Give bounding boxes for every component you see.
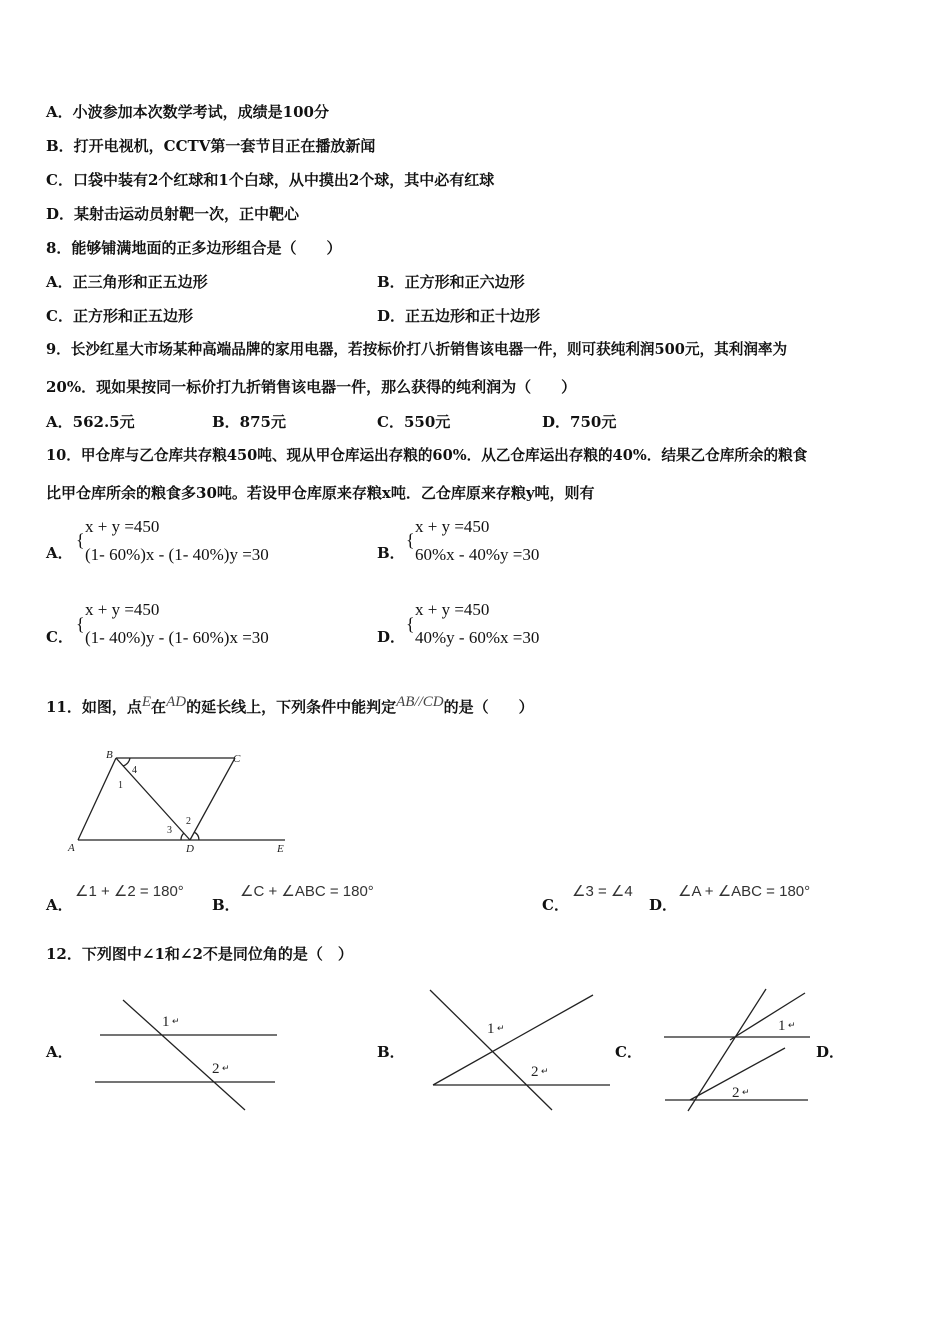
q10-option-a-label: A． [46,544,73,562]
q8-option-d: D．正五边形和正十边形 [377,307,541,325]
q10-option-b-brace: { [406,530,415,550]
q11-option-d-label: D． [649,896,678,914]
q10-stem-line2: 比甲仓库所余的粮食多30吨。若设甲仓库原来存粮x吨．乙仓库原来存粮y吨，则有 [46,484,595,502]
q11-stem-mid1: 在 [151,698,167,716]
q10-option-c-brace: { [76,614,85,634]
q11-stem [46,694,534,718]
q10-stem-line1: 10．甲仓库与乙仓库共存粮450吨、现从甲仓库运出存粮的60%．从乙仓库运出存粮的40%．结果乙仓库所余的粮食 [46,447,808,464]
q11-option-a-label: A． [46,896,73,914]
q11-stem-pre: 11．如图，点 [46,698,142,716]
q7-option-c: C．口袋中装有2个红球和1个白球，从中摸出2个球，其中必有红球 [46,171,495,189]
q11-angle-arc-4 [123,758,130,766]
q7-option-d: D．某射击运动员射靶一次，正中靶心 [46,205,300,223]
q11-option-b-expr: ∠C + ∠ABC = 180° [240,883,374,900]
q12-b-angle-1: 1 [487,1021,495,1037]
q12-b-return-2: ↵ [541,1066,549,1076]
q9-option-a: A．562.5元 [46,413,135,431]
q10-option-c-label: C． [46,628,73,646]
q8-option-c: C．正方形和正五边形 [46,307,193,325]
q11-segment-ad: AD [166,694,187,710]
q11-label-e: E [277,843,284,855]
q11-label-d: D [186,843,194,855]
q11-option-c-expr: ∠3 = ∠4 [572,883,633,900]
q12-option-a-label: A． [46,1043,73,1061]
q12-a-return-1: ↵ [172,1016,180,1026]
q12-stem: 12．下列图中∠1和∠2不是同位角的是（ ） [46,945,353,963]
q8-option-a: A．正三角形和正五边形 [46,273,208,291]
q11-angle-arc-2 [194,832,199,840]
q10-option-d-eq1: x + y =450 [415,600,490,619]
q11-angle-arc-3 [181,833,184,840]
q9-option-b: B．875元 [212,413,286,431]
q11-angle-label-1: 1 [118,780,123,791]
q10-option-d-label: D． [377,628,406,646]
q12-c-return-1: ↵ [788,1020,796,1030]
q10-option-c-eq2: (1- 40%)y - (1- 60%)x =30 [85,628,269,647]
q11-segment-bd [116,758,190,840]
q9-stem-line1: 9．长沙红星大市场某种高端品牌的家用电器，若按标价打八折销售该电器一件，则可获纯利润500元，其利润率为 [46,341,788,358]
q11-label-b: B [106,749,113,761]
q12-b-return-1: ↵ [497,1023,505,1033]
q11-segment-ab [78,758,116,840]
q12-a-angle-2: 2 [212,1061,220,1077]
q11-angle-label-2: 2 [186,816,191,827]
q11-segment-cd [190,758,235,840]
q10-option-d-eq2: 40%y - 60%x =30 [415,628,540,647]
q7-option-a: A．小波参加本次数学考试，成绩是100分 [46,103,329,121]
q12-a-return-2: ↵ [222,1063,230,1073]
q12-figure-c [660,985,820,1115]
q10-option-d-brace: { [406,614,415,634]
q11-label-c: C [233,753,241,765]
q10-option-a-eq2: (1- 60%)x - (1- 40%)y =30 [85,545,269,564]
q12-b-angle-2: 2 [531,1064,539,1080]
q12-a-angle-1: 1 [162,1014,170,1030]
q12-c-angle-1: 1 [778,1018,786,1034]
q12-option-c-label: C． [615,1043,642,1061]
q11-stem-post: 的是（ ） [443,698,534,716]
q12-c-angle-2: 2 [732,1085,740,1101]
q11-parallel-expr: AB//CD [396,694,444,710]
q10-option-a-eq1: x + y =450 [85,517,160,536]
q10-option-c-system [85,596,269,652]
q10-option-c-eq1: x + y =450 [85,600,160,619]
q12-option-d-label: D． [816,1043,845,1061]
q12-option-b-label: B． [377,1043,405,1061]
q11-option-d-expr: ∠A + ∠ABC = 180° [678,883,811,900]
q11-figure [60,745,300,860]
q12-figure-a [90,990,285,1115]
q7-option-b: B．打开电视机，CCTV第一套节目正在播放新闻 [46,137,376,155]
q9-option-c: C．550元 [377,413,451,431]
q9-stem-line2: 20%．现如果按同一标价打九折销售该电器一件，那么获得的纯利润为（ ） [46,378,577,396]
q10-option-a-system [85,513,269,569]
q12-c-return-2: ↵ [742,1087,750,1097]
q12-figure-b [425,985,620,1115]
q11-angle-label-3: 3 [167,825,172,836]
q10-option-b-eq1: x + y =450 [415,517,490,536]
q11-option-b-label: B． [212,896,240,914]
q10-option-b-system [415,513,539,569]
q8-option-b: B．正方形和正六边形 [377,273,525,291]
q9-option-d: D．750元 [542,413,617,431]
q10-option-b-eq2: 60%x - 40%y =30 [415,545,540,564]
q11-point-e: E [141,694,152,710]
q11-option-a-expr: ∠1 + ∠2 = 180° [75,883,184,900]
q10-option-a-brace: { [76,530,85,550]
q11-option-c-label: C． [542,896,569,914]
q11-stem-mid2: 的延长线上，下列条件中能判定 [186,698,397,716]
q10-option-b-label: B． [377,544,405,562]
q11-angle-label-4: 4 [132,765,137,776]
q11-label-a: A [68,842,75,854]
q8-stem: 8．能够铺满地面的正多边形组合是（ ） [46,239,342,257]
q10-option-d-system [415,596,539,652]
